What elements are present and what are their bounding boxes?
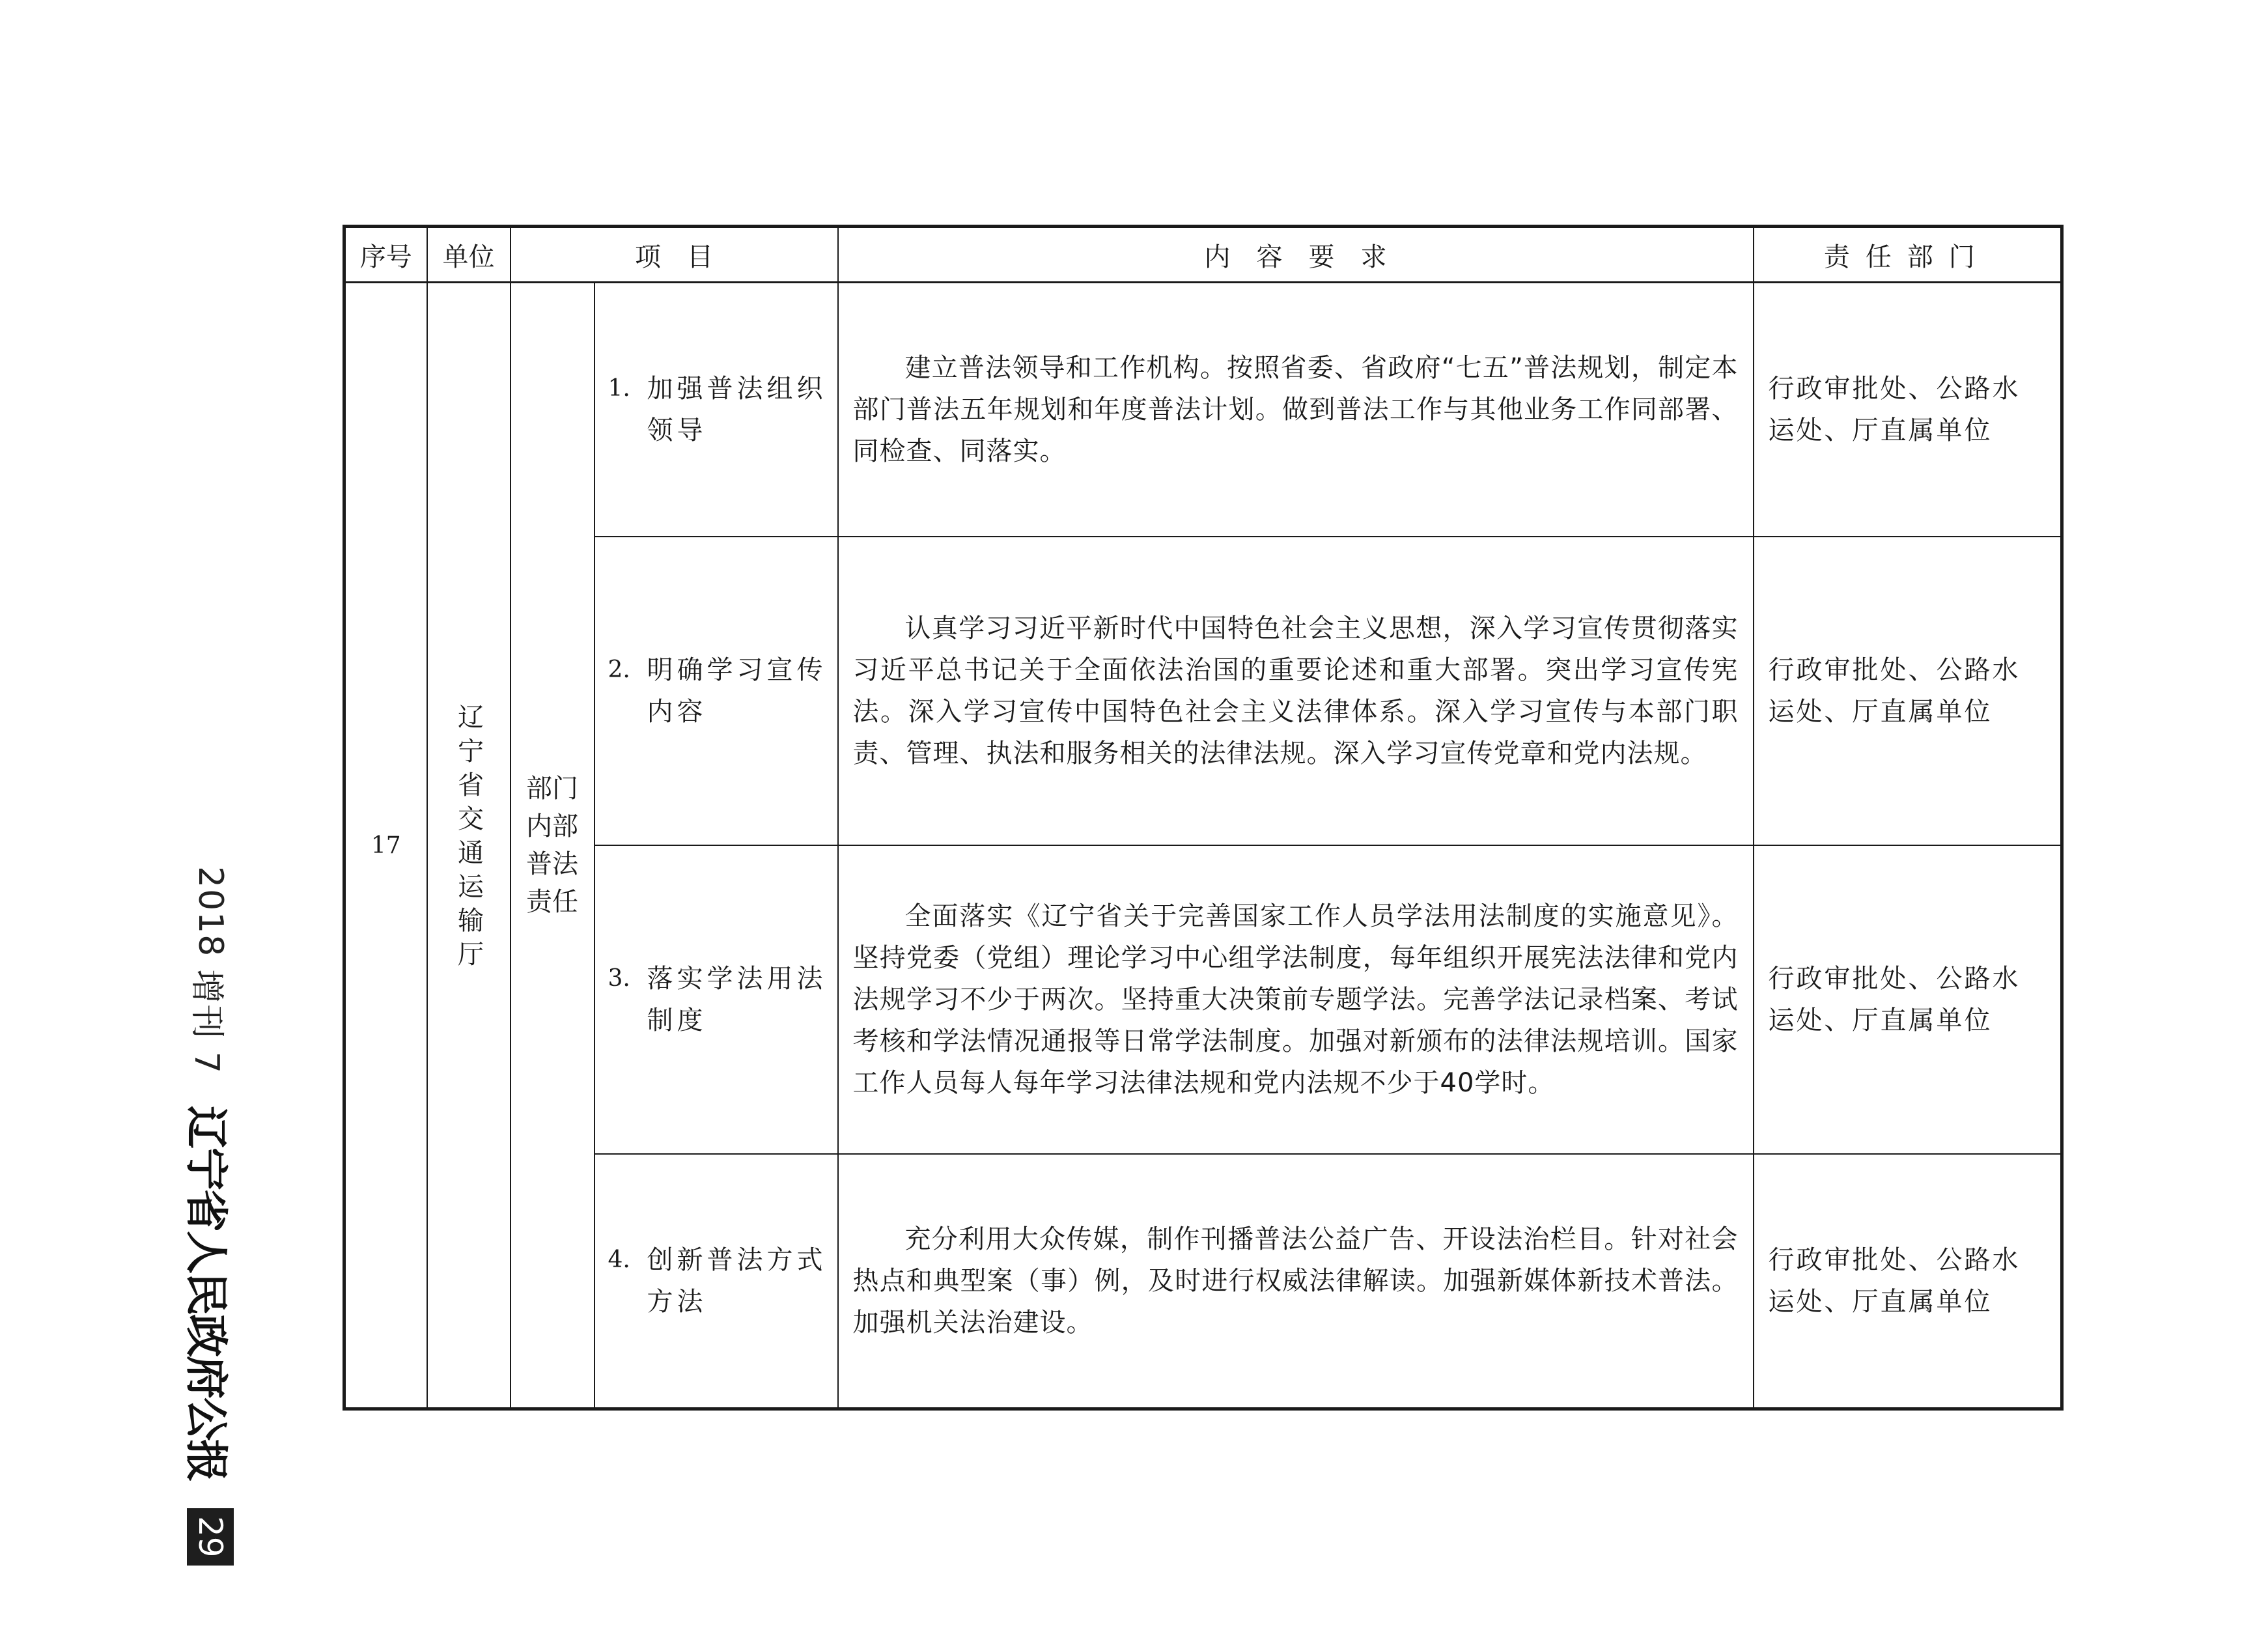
dept-cell: 行政审批处、公路水运处、厅直属单位 <box>1754 283 2062 537</box>
table-row <box>344 845 2062 1154</box>
page-number: 29 <box>187 1508 234 1566</box>
item-number: 2. <box>608 656 630 683</box>
table-header-row <box>344 227 2062 283</box>
item-cell <box>595 537 838 845</box>
item-title: 落实学法用法制度 <box>647 964 827 1035</box>
responsibility-table <box>343 225 2064 1411</box>
header-seq: 序号 <box>344 227 427 283</box>
table-row <box>344 537 2062 845</box>
header-content: 内 容 要 求 <box>838 227 1754 283</box>
table-row <box>344 283 2062 537</box>
category-cell <box>511 283 595 1409</box>
item-title: 创新普法方式方法 <box>647 1245 827 1317</box>
publication-year: 2018 <box>191 866 230 958</box>
header-unit: 单位 <box>427 227 511 283</box>
side-margin <box>175 866 246 1558</box>
content-cell: 充分利用大众传媒，制作刊播普法公益广告、开设法治栏目。针对社会热点和典型案（事）例，及时进行权威法律解读。加强新媒体新技术普法。加强机关法治建设。 <box>838 1154 1754 1409</box>
item-number: 4. <box>608 1246 630 1273</box>
category-name: 部门内部普法责任 <box>526 774 578 917</box>
dept-cell: 行政审批处、公路水运处、厅直属单位 <box>1754 845 2062 1154</box>
dept-cell: 行政审批处、公路水运处、厅直属单位 <box>1754 537 2062 845</box>
table-row <box>344 1154 2062 1409</box>
content-cell: 建立普法领导和工作机构。按照省委、省政府“七五”普法规划，制定本部门普法五年规划和年度普法计划。做到普法工作与其他业务工作同部署、同检查、同落实。 <box>838 283 1754 537</box>
seq-number: 17 <box>344 283 427 1409</box>
item-title: 明确学习宣传内容 <box>647 655 827 727</box>
item-number: 1. <box>608 375 630 402</box>
item-cell <box>595 283 838 537</box>
publication-issue: 增刊 7 <box>187 969 227 1075</box>
item-cell <box>595 1154 838 1409</box>
content-cell: 全面落实《辽宁省关于完善国家工作人员学法用法制度的实施意见》。坚持党委（党组）理论学习中心组学法制度，每年组织开展宪法法律和党内法规学习不少于两次。坚持重大决策前专题学法。完善学法记录档案、考试考核和学法情况通报等日常学法制度。加强对新颁布的法律法规培训。国家工作人员每人每年学习法律法规和党内法规不少于40学时。 <box>838 845 1754 1154</box>
content-cell: 认真学习习近平新时代中国特色社会主义思想，深入学习宣传贯彻落实习近平总书记关于全面依法治国的重要论述和重大部署。突出学习宣传宪法。深入学习宣传中国特色社会主义法律体系。深入学习宣传与本部门职责、管理、执法和服务相关的法律法规。深入学习宣传党章和党内法规。 <box>838 537 1754 845</box>
item-title: 加强普法组织领导 <box>647 374 827 445</box>
item-cell <box>595 845 838 1154</box>
dept-cell: 行政审批处、公路水运处、厅直属单位 <box>1754 1154 2062 1409</box>
publication-title: 辽宁省人民政府公报 <box>181 1105 232 1481</box>
unit-name: 辽宁省交通运输厅 <box>453 703 484 974</box>
header-item: 项 目 <box>511 227 838 283</box>
item-number: 3. <box>608 965 630 992</box>
header-dept: 责任部门 <box>1754 227 2062 283</box>
unit-cell <box>427 283 511 1409</box>
